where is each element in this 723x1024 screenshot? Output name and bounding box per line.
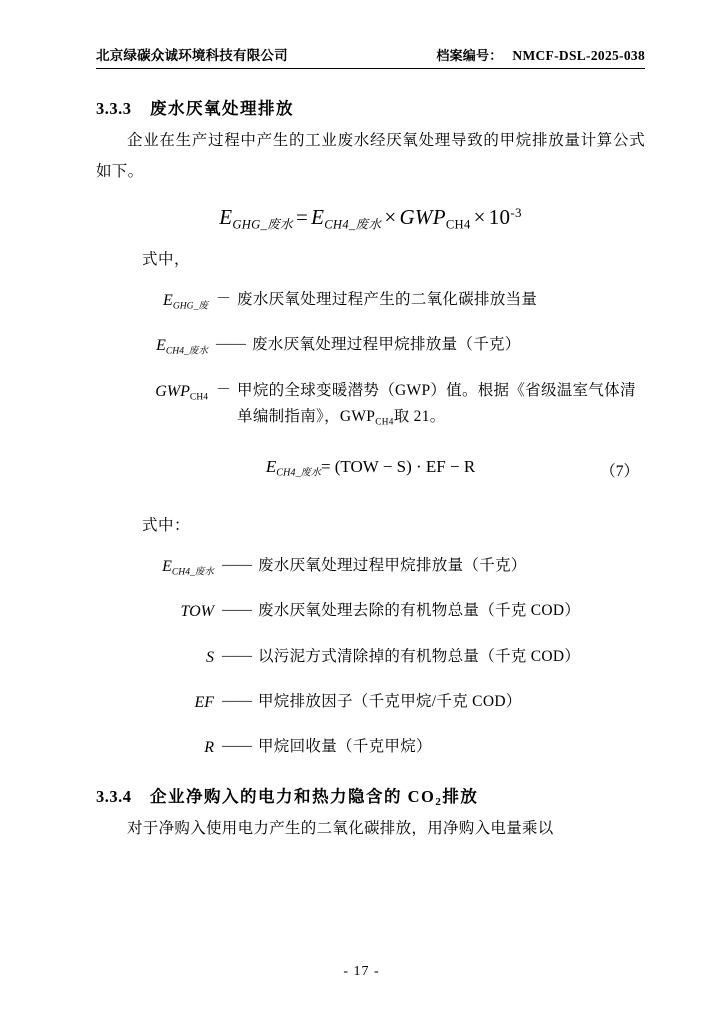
definition-dash: —— [222,692,252,709]
equation-main-term2: $GWP_{CH4}$ [399,205,471,232]
definition-dash: —— [222,738,252,755]
definition-text: 甲烷回收量（千克甲烷） [258,738,432,756]
equation-7: $E_{CH4\_废水}= (TOW - S)$ · EF − R [265,457,476,479]
shizhong-label-2: 式中： [142,516,191,534]
archive-code: NMCF-DSL-2025-038 [512,48,645,63]
equation-main-equals: = [295,205,309,230]
definition-text: 废水厌氧处理过程甲烷排放量（千克） [252,336,521,354]
heading-3-3-4 [96,783,645,807]
equation-main-times-1: × [384,205,397,230]
definition-text: 废水厌氧处理去除的有机物总量（千克 COD） [258,602,581,620]
equation-main [96,205,645,233]
definition-text: 废水厌氧处理过程甲烷排放量（千克） [258,556,527,574]
definition-dash: —— [222,647,252,664]
definition-item [96,287,645,315]
page-content [96,44,645,844]
definition-symbol: $E_{CH4\_废水}$ [162,557,214,578]
heading-3-3-3-title: 废水厌氧处理排放 [150,99,294,118]
definition-text: 废水厌氧处理过程产生的二氧化碳排放当量 [237,290,538,308]
header-company-name: 北京绿碳众诚环境科技有限公司 [96,48,288,63]
intro-paragraph: 企业在生产过程中产生的工业废水经厌氧处理导致的甲烷排放量计算公式如下。 [96,132,645,180]
definition-dash: － [216,290,232,307]
definition-dash: —— [222,602,252,619]
definition-item [96,689,645,716]
definition-symbol: $E_{CH4\_废水}$ [156,337,208,357]
definition-symbol: R [204,739,214,757]
equation-7-number: （7） [600,463,639,481]
definition-symbol: EF [194,693,214,711]
definition-list-1 [96,287,645,432]
equation-7-row [96,457,645,479]
definition-item [96,553,645,581]
definition-dash: － [216,381,232,398]
definition-text: 甲烷排放因子（千克甲烷/千克 COD） [258,692,522,710]
heading-3-3-3-number: 3.3.3 [96,99,132,118]
definition-symbol: TOW [180,603,214,621]
definition-text: 以污泥方式清除掉的有机物总量（千克 COD） [258,647,581,665]
definition-dash: —— [216,336,246,353]
definition-item [96,332,645,360]
definition-symbol: S [206,648,214,666]
definition-item [96,378,645,431]
shizhong-label-1: 式中， [142,250,191,268]
definition-text: 甲烷的全球变暖潜势（GWP）值。根据《省级温室气体清单编制指南》，$GWP_{CH4}$取 21。 [237,381,636,428]
definition-item [96,734,645,761]
definition-dash: —— [222,556,252,573]
header-archive [436,45,645,64]
definition-item [96,598,645,625]
archive-label: 档案编号： [436,48,503,63]
equation-main-lhs: $E_{GHG\_废水}$ [219,205,293,232]
heading-3-3-3 [96,95,645,119]
closing-paragraph: 对于净购入使用电力产生的二氧化碳排放，用净购入电量乘以 [127,820,554,838]
definition-item [96,644,645,671]
equation-main-times-2: × [473,205,486,230]
page-header [96,44,645,69]
heading-3-3-4-number: 3.3.4 [96,787,132,807]
definition-symbol: $GWP_{CH4}$ [155,382,208,403]
heading-3-3-4-title: 企业净购入的电力和热力隐含的 $CO_2$排放 [150,787,479,809]
page-footer: - 17 - [343,964,380,979]
definition-symbol: $E_{GHG\_废}$ [163,291,208,311]
definition-list-2 [96,553,645,761]
equation-main-term1: $E_{CH4\_废水}$ [311,205,382,232]
equation-main-power: $10^{-3}$ [488,205,522,230]
